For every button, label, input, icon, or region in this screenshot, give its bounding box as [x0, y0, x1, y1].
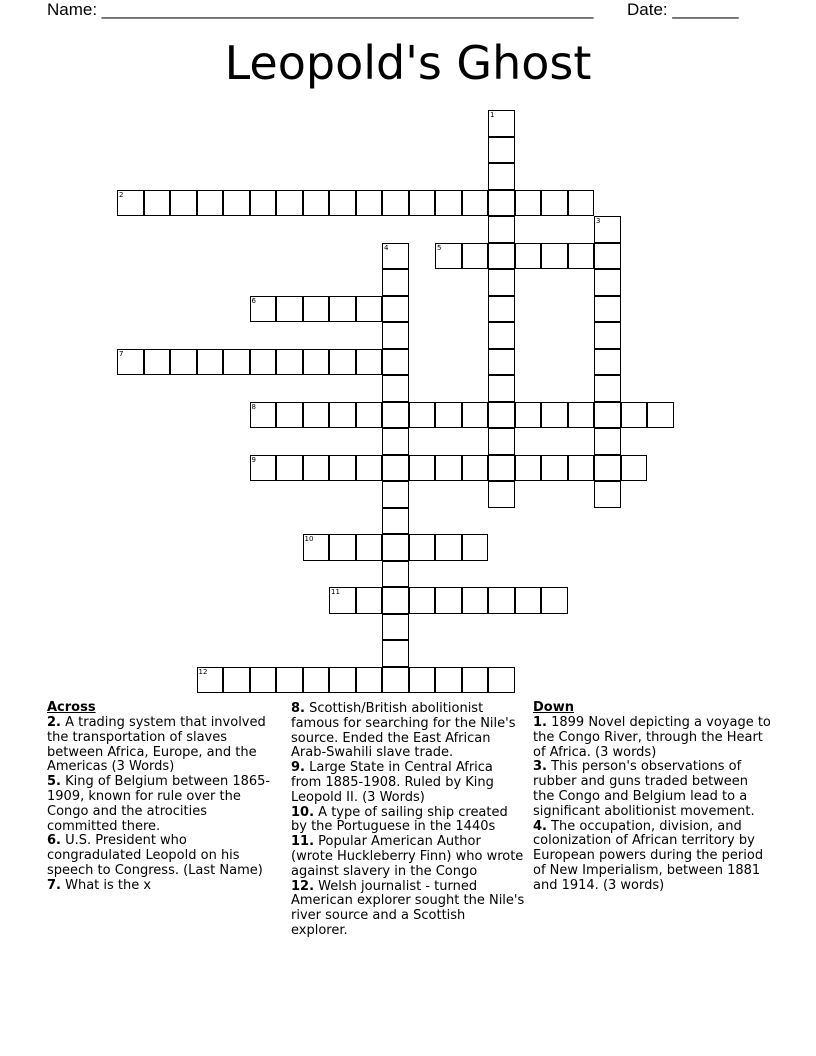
- grid-cell[interactable]: [409, 455, 436, 482]
- grid-cell[interactable]: [276, 296, 303, 323]
- clue-text: Popular American Author (wrote Huckleberry Finn) who wrote against slavery in the Congo: [291, 834, 524, 879]
- clue-number: 7.: [47, 877, 61, 893]
- clue-number-label: 6: [251, 296, 256, 305]
- across-heading: Across: [47, 700, 96, 715]
- grid-cell[interactable]: [382, 614, 409, 641]
- grid-cell[interactable]: [409, 667, 436, 694]
- clue-number: 6.: [47, 833, 61, 849]
- grid-cell[interactable]: [223, 667, 250, 694]
- clue-text: The occupation, division, and colonization of African territory by European powers during the period of New Imperialism, between 1881 and 1914. (3 words): [533, 818, 764, 893]
- grid-cell[interactable]: [462, 667, 489, 694]
- grid-cell[interactable]: [197, 349, 224, 376]
- grid-cell[interactable]: [329, 349, 356, 376]
- clue-item: [47, 716, 277, 775]
- grid-cell[interactable]: [488, 402, 515, 429]
- across-clue-list: [47, 716, 277, 894]
- grid-cell[interactable]: [303, 402, 330, 429]
- clue-item: [291, 761, 526, 805]
- grid-cell[interactable]: [541, 587, 568, 614]
- grid-cell[interactable]: [462, 402, 489, 429]
- grid-cell[interactable]: [382, 640, 409, 667]
- clue-number: 11.: [291, 834, 315, 850]
- grid-cell[interactable]: [594, 269, 621, 296]
- clue-text: Large State in Central Africa from 1885-1908. Ruled by King Leopold II. (3 Words): [291, 760, 494, 805]
- grid-cell[interactable]: [276, 667, 303, 694]
- clue-number: 8.: [291, 701, 305, 716]
- clue-text: Scottish/British abolitionist famous for searching for the Nile's source. Ended the East African Arab-Swahili slave trade.: [291, 701, 516, 761]
- clue-item: [291, 835, 526, 879]
- grid-cell[interactable]: [250, 402, 277, 429]
- clue-number-label: 12: [198, 667, 208, 676]
- grid-cell[interactable]: [382, 587, 409, 614]
- grid-cell[interactable]: [435, 402, 462, 429]
- grid-cell[interactable]: [435, 587, 462, 614]
- grid-cell[interactable]: [329, 587, 356, 614]
- grid-cell[interactable]: [197, 667, 224, 694]
- down-clue-list: [533, 716, 773, 894]
- grid-cell[interactable]: [488, 137, 515, 164]
- grid-cell[interactable]: [594, 402, 621, 429]
- grid-cell[interactable]: [594, 296, 621, 323]
- grid-cell[interactable]: [329, 455, 356, 482]
- grid-cell[interactable]: [594, 243, 621, 270]
- grid-cell[interactable]: [382, 322, 409, 349]
- grid-cell[interactable]: [541, 455, 568, 482]
- grid-cell[interactable]: [382, 508, 409, 535]
- grid-cell[interactable]: [382, 243, 409, 270]
- grid-cell[interactable]: [197, 190, 224, 217]
- grid-cell[interactable]: [250, 455, 277, 482]
- clue-text: A trading system that involved the transportation of slaves between Africa, Europe, and the Americas (3 Words): [47, 715, 266, 775]
- down-heading: Down: [533, 700, 574, 715]
- grid-cell[interactable]: [541, 190, 568, 217]
- grid-cell[interactable]: [356, 534, 383, 561]
- grid-cell[interactable]: [488, 375, 515, 402]
- grid-cell[interactable]: [250, 667, 277, 694]
- grid-cell[interactable]: [488, 455, 515, 482]
- grid-cell[interactable]: [488, 190, 515, 217]
- clue-number: 2.: [47, 715, 61, 730]
- grid-cell[interactable]: [356, 296, 383, 323]
- grid-cell[interactable]: [435, 243, 462, 270]
- clue-number-label: 1: [490, 111, 495, 119]
- grid-cell[interactable]: [276, 349, 303, 376]
- clue-number-label: 4: [384, 243, 389, 252]
- clue-item: [291, 806, 526, 836]
- clue-item: [533, 716, 773, 760]
- grid-cell[interactable]: [250, 349, 277, 376]
- grid-cell[interactable]: [488, 243, 515, 270]
- grid-cell[interactable]: [117, 349, 144, 376]
- grid-cell[interactable]: [462, 534, 489, 561]
- grid-cell[interactable]: [409, 587, 436, 614]
- grid-cell[interactable]: [409, 402, 436, 429]
- clue-text: U.S. President who congradulated Leopold on his speech to Congress. (Last Name): [47, 833, 263, 878]
- grid-cell[interactable]: [594, 322, 621, 349]
- grid-cell[interactable]: [515, 243, 542, 270]
- grid-cell[interactable]: [435, 455, 462, 482]
- grid-cell[interactable]: [329, 190, 356, 217]
- grid-cell[interactable]: [144, 349, 171, 376]
- grid-cell[interactable]: [409, 190, 436, 217]
- grid-cell[interactable]: [144, 190, 171, 217]
- grid-cell[interactable]: [488, 296, 515, 323]
- grid-cell[interactable]: [356, 190, 383, 217]
- clue-text: This person's observations of rubber and guns traded between the Congo and Belgium lead to a significant abolitionist movement.: [533, 759, 755, 819]
- grid-cell[interactable]: [515, 402, 542, 429]
- grid-cell[interactable]: [594, 481, 621, 508]
- clue-item: [291, 880, 526, 939]
- grid-cell[interactable]: [356, 667, 383, 694]
- grid-cell[interactable]: [276, 190, 303, 217]
- grid-cell[interactable]: [621, 402, 648, 429]
- grid-cell[interactable]: [515, 587, 542, 614]
- grid-cell[interactable]: [382, 667, 409, 694]
- grid-cell[interactable]: [303, 455, 330, 482]
- grid-cell[interactable]: [382, 534, 409, 561]
- clue-number: 4.: [533, 818, 547, 834]
- clue-item: [291, 702, 526, 761]
- grid-cell[interactable]: [117, 190, 144, 217]
- grid-cell[interactable]: [488, 110, 515, 137]
- grid-cell[interactable]: [409, 534, 436, 561]
- grid-cell[interactable]: [488, 349, 515, 376]
- across-clues-column-2: [291, 702, 526, 939]
- clue-number: 3.: [533, 759, 547, 775]
- grid-cell[interactable]: [250, 296, 277, 323]
- clue-item: [533, 820, 773, 894]
- clue-number-label: 10: [304, 535, 314, 543]
- grid-cell[interactable]: [488, 269, 515, 296]
- grid-cell[interactable]: [329, 296, 356, 323]
- clue-text: 1899 Novel depicting a voyage to the Congo River, through the Heart of Africa. (3 words): [533, 715, 771, 760]
- grid-cell[interactable]: [382, 455, 409, 482]
- clue-item: [47, 879, 277, 894]
- date-field[interactable]: Date: _______: [627, 0, 739, 19]
- grid-cell[interactable]: [170, 190, 197, 217]
- grid-cell[interactable]: [488, 428, 515, 455]
- grid-cell[interactable]: [488, 481, 515, 508]
- clue-item: [47, 775, 277, 834]
- clue-item: [533, 760, 773, 819]
- grid-cell[interactable]: [515, 455, 542, 482]
- grid-cell[interactable]: [303, 190, 330, 217]
- clue-text: A type of sailing ship created by the Portuguese in the 1440s: [291, 804, 508, 835]
- grid-cell[interactable]: [382, 402, 409, 429]
- grid-cell[interactable]: [488, 163, 515, 190]
- grid-cell[interactable]: [488, 667, 515, 694]
- clue-number: 10.: [291, 804, 315, 820]
- clue-text: King of Belgium between 1865-1909, known for rule over the Congo and the atrocities committed there.: [47, 774, 271, 834]
- clue-number-label: 7: [119, 349, 124, 358]
- grid-cell[interactable]: [488, 322, 515, 349]
- grid-cell[interactable]: [568, 190, 595, 217]
- grid-cell[interactable]: [621, 455, 648, 482]
- clue-item: [47, 834, 277, 878]
- grid-cell[interactable]: [594, 455, 621, 482]
- clue-number-label: 11: [331, 588, 340, 596]
- across-clue-list-2: [291, 702, 526, 939]
- grid-cell[interactable]: [329, 402, 356, 429]
- clue-number: 9.: [291, 760, 305, 776]
- grid-cell[interactable]: [568, 243, 595, 270]
- grid-cell[interactable]: [382, 349, 409, 376]
- grid-cell[interactable]: [250, 190, 277, 217]
- grid-cell[interactable]: [568, 455, 595, 482]
- down-clues-column: [533, 700, 773, 894]
- grid-cell[interactable]: [223, 349, 250, 376]
- grid-cell[interactable]: [303, 534, 330, 561]
- grid-cell[interactable]: [382, 269, 409, 296]
- grid-cell[interactable]: [382, 481, 409, 508]
- grid-cell[interactable]: [356, 349, 383, 376]
- clue-text: What is the x: [60, 877, 152, 893]
- grid-cell[interactable]: [356, 587, 383, 614]
- clue-number-label: 3: [596, 217, 601, 225]
- grid-cell[interactable]: [303, 296, 330, 323]
- grid-cell[interactable]: [515, 190, 542, 217]
- name-field[interactable]: Name: ____________________________________________________: [47, 0, 594, 19]
- grid-cell[interactable]: [223, 190, 250, 217]
- grid-cell[interactable]: [647, 402, 674, 429]
- grid-cell[interactable]: [568, 402, 595, 429]
- clue-number-label: 9: [251, 455, 256, 464]
- clue-number: 12.: [291, 878, 315, 894]
- clue-number-label: 2: [119, 190, 124, 199]
- grid-cell[interactable]: [382, 375, 409, 402]
- grid-cell[interactable]: [541, 402, 568, 429]
- grid-cell[interactable]: [356, 455, 383, 482]
- grid-cell[interactable]: [594, 216, 621, 243]
- grid-cell[interactable]: [382, 428, 409, 455]
- grid-cell[interactable]: [462, 587, 489, 614]
- clue-number: 1.: [533, 715, 547, 730]
- grid-cell[interactable]: [356, 402, 383, 429]
- grid-cell[interactable]: [435, 534, 462, 561]
- grid-cell[interactable]: [382, 296, 409, 323]
- grid-cell[interactable]: [170, 349, 197, 376]
- page-title: Leopold's Ghost: [224, 36, 592, 90]
- clue-number-label: 8: [251, 402, 256, 411]
- grid-cell[interactable]: [303, 667, 330, 694]
- grid-cell[interactable]: [462, 455, 489, 482]
- clue-number: 5.: [47, 774, 61, 790]
- grid-cell[interactable]: [435, 667, 462, 694]
- grid-cell[interactable]: [276, 402, 303, 429]
- grid-cell[interactable]: [541, 243, 568, 270]
- grid-cell[interactable]: [594, 428, 621, 455]
- grid-cell[interactable]: [488, 587, 515, 614]
- grid-cell[interactable]: [594, 349, 621, 376]
- grid-cell[interactable]: [382, 561, 409, 588]
- clue-number-label: 5: [437, 243, 442, 252]
- grid-cell[interactable]: [462, 243, 489, 270]
- grid-cell[interactable]: [435, 190, 462, 217]
- grid-cell[interactable]: [462, 190, 489, 217]
- grid-cell[interactable]: [329, 667, 356, 694]
- grid-cell[interactable]: [329, 534, 356, 561]
- grid-cell[interactable]: [594, 375, 621, 402]
- grid-cell[interactable]: [382, 190, 409, 217]
- clue-text: Welsh journalist - turned American explorer sought the Nile's river source and a Scottish explorer.: [291, 878, 525, 938]
- grid-cell[interactable]: [488, 216, 515, 243]
- grid-cell[interactable]: [303, 349, 330, 376]
- across-clues-column: [47, 700, 277, 894]
- grid-cell[interactable]: [276, 455, 303, 482]
